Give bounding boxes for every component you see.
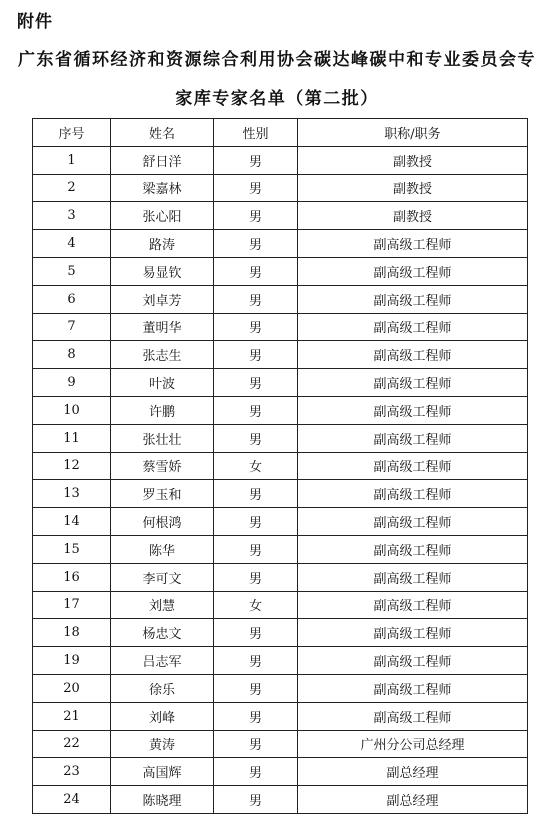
cell-index: 12 xyxy=(33,452,111,480)
cell-name: 舒日洋 xyxy=(111,146,214,174)
header-title: 职称/职务 xyxy=(298,119,528,147)
cell-title: 副高级工程师 xyxy=(298,619,528,647)
cell-index: 13 xyxy=(33,480,111,508)
cell-title: 副教授 xyxy=(298,202,528,230)
cell-title: 副高级工程师 xyxy=(298,341,528,369)
cell-name: 杨忠文 xyxy=(111,619,214,647)
cell-title: 副高级工程师 xyxy=(298,508,528,536)
cell-gender: 男 xyxy=(214,730,298,758)
cell-title: 副高级工程师 xyxy=(298,647,528,675)
table-row xyxy=(33,257,528,285)
cell-gender: 女 xyxy=(214,452,298,480)
cell-index: 10 xyxy=(33,396,111,424)
cell-index: 4 xyxy=(33,230,111,258)
cell-name: 陈华 xyxy=(111,535,214,563)
table-row xyxy=(33,508,528,536)
cell-title: 副高级工程师 xyxy=(298,674,528,702)
cell-name: 张心阳 xyxy=(111,202,214,230)
cell-name: 何根鸿 xyxy=(111,508,214,536)
cell-title: 副高级工程师 xyxy=(298,313,528,341)
table-row xyxy=(33,313,528,341)
document-title-line-2: 家库专家名单（第二批） xyxy=(175,89,379,109)
header-name: 姓名 xyxy=(111,119,214,147)
cell-gender: 男 xyxy=(214,424,298,452)
cell-index: 1 xyxy=(33,146,111,174)
table-row xyxy=(33,174,528,202)
cell-title: 广州分公司总经理 xyxy=(298,730,528,758)
cell-title: 副高级工程师 xyxy=(298,563,528,591)
table-row xyxy=(33,619,528,647)
cell-name: 蔡雪娇 xyxy=(111,452,214,480)
cell-gender: 男 xyxy=(214,341,298,369)
table-row xyxy=(33,730,528,758)
cell-name: 罗玉和 xyxy=(111,480,214,508)
cell-name: 吕志军 xyxy=(111,647,214,675)
table-row xyxy=(33,480,528,508)
cell-name: 张志生 xyxy=(111,341,214,369)
cell-gender: 男 xyxy=(214,702,298,730)
cell-name: 刘卓芳 xyxy=(111,285,214,313)
cell-index: 5 xyxy=(33,257,111,285)
table-row xyxy=(33,146,528,174)
cell-index: 22 xyxy=(33,730,111,758)
cell-title: 副教授 xyxy=(298,174,528,202)
table-row xyxy=(33,702,528,730)
cell-index: 20 xyxy=(33,674,111,702)
cell-title: 副高级工程师 xyxy=(298,369,528,397)
expert-list-table xyxy=(32,118,528,814)
cell-name: 刘慧 xyxy=(111,591,214,619)
cell-name: 叶波 xyxy=(111,369,214,397)
cell-index: 2 xyxy=(33,174,111,202)
cell-index: 19 xyxy=(33,647,111,675)
cell-index: 7 xyxy=(33,313,111,341)
cell-gender: 男 xyxy=(214,285,298,313)
cell-gender: 男 xyxy=(214,369,298,397)
cell-title: 副高级工程师 xyxy=(298,535,528,563)
cell-gender: 女 xyxy=(214,591,298,619)
cell-gender: 男 xyxy=(214,396,298,424)
cell-index: 6 xyxy=(33,285,111,313)
cell-gender: 男 xyxy=(214,257,298,285)
header-gender: 性别 xyxy=(214,119,298,147)
cell-gender: 男 xyxy=(214,480,298,508)
cell-gender: 男 xyxy=(214,758,298,786)
cell-gender: 男 xyxy=(214,535,298,563)
cell-index: 18 xyxy=(33,619,111,647)
cell-gender: 男 xyxy=(214,563,298,591)
cell-index: 21 xyxy=(33,702,111,730)
cell-gender: 男 xyxy=(214,619,298,647)
header-index: 序号 xyxy=(33,119,111,147)
cell-title: 副高级工程师 xyxy=(298,452,528,480)
cell-index: 3 xyxy=(33,202,111,230)
cell-name: 陈晓理 xyxy=(111,786,214,814)
cell-index: 16 xyxy=(33,563,111,591)
cell-name: 张壮壮 xyxy=(111,424,214,452)
cell-name: 董明华 xyxy=(111,313,214,341)
cell-gender: 男 xyxy=(214,508,298,536)
cell-title: 副总经理 xyxy=(298,786,528,814)
table-row xyxy=(33,202,528,230)
table-row xyxy=(33,535,528,563)
cell-title: 副高级工程师 xyxy=(298,702,528,730)
table-row xyxy=(33,786,528,814)
document-title-line-1: 广东省循环经济和资源综合利用协会碳达峰碳中和专业委员会专 xyxy=(18,50,536,70)
cell-title: 副高级工程师 xyxy=(298,480,528,508)
cell-gender: 男 xyxy=(214,146,298,174)
cell-name: 易显钦 xyxy=(111,257,214,285)
cell-title: 副总经理 xyxy=(298,758,528,786)
table-row xyxy=(33,758,528,786)
cell-title: 副高级工程师 xyxy=(298,257,528,285)
cell-name: 徐乐 xyxy=(111,674,214,702)
cell-title: 副高级工程师 xyxy=(298,230,528,258)
cell-gender: 男 xyxy=(214,202,298,230)
cell-index: 11 xyxy=(33,424,111,452)
cell-title: 副高级工程师 xyxy=(298,285,528,313)
table-row xyxy=(33,591,528,619)
cell-name: 李可文 xyxy=(111,563,214,591)
table-row xyxy=(33,285,528,313)
cell-index: 17 xyxy=(33,591,111,619)
cell-gender: 男 xyxy=(214,647,298,675)
cell-index: 14 xyxy=(33,508,111,536)
cell-name: 许鹏 xyxy=(111,396,214,424)
table-row xyxy=(33,369,528,397)
table-row xyxy=(33,424,528,452)
cell-title: 副高级工程师 xyxy=(298,424,528,452)
table-row xyxy=(33,674,528,702)
table-row xyxy=(33,341,528,369)
table-row xyxy=(33,230,528,258)
cell-index: 15 xyxy=(33,535,111,563)
table-row xyxy=(33,452,528,480)
cell-index: 9 xyxy=(33,369,111,397)
table-row xyxy=(33,396,528,424)
attachment-label: 附件 xyxy=(17,12,53,32)
cell-gender: 男 xyxy=(214,786,298,814)
cell-gender: 男 xyxy=(214,230,298,258)
cell-gender: 男 xyxy=(214,313,298,341)
table-row xyxy=(33,563,528,591)
cell-title: 副高级工程师 xyxy=(298,591,528,619)
cell-name: 高国辉 xyxy=(111,758,214,786)
table-row xyxy=(33,647,528,675)
cell-name: 刘峰 xyxy=(111,702,214,730)
cell-name: 梁嘉林 xyxy=(111,174,214,202)
cell-index: 23 xyxy=(33,758,111,786)
cell-index: 8 xyxy=(33,341,111,369)
cell-title: 副教授 xyxy=(298,146,528,174)
cell-gender: 男 xyxy=(214,674,298,702)
cell-gender: 男 xyxy=(214,174,298,202)
cell-title: 副高级工程师 xyxy=(298,396,528,424)
table-header-row xyxy=(33,119,528,147)
cell-name: 黄涛 xyxy=(111,730,214,758)
cell-index: 24 xyxy=(33,786,111,814)
cell-name: 路涛 xyxy=(111,230,214,258)
